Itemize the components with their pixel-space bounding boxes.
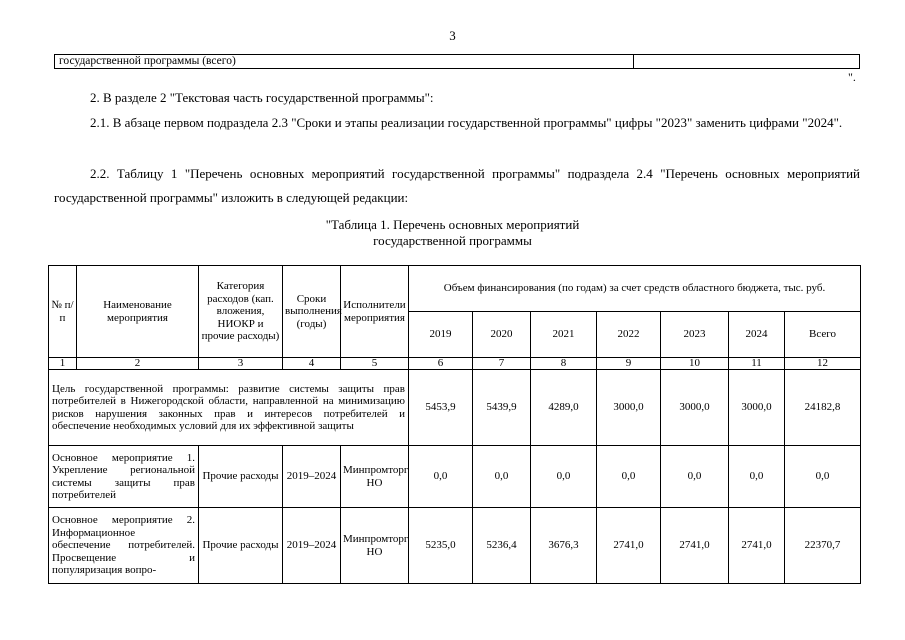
- header-year-2023: 2023: [661, 312, 729, 358]
- column-number: 6: [409, 358, 473, 370]
- table-row: [49, 446, 861, 508]
- header-name: Наименование мероприятия: [77, 266, 199, 358]
- measures-table: [48, 265, 861, 584]
- goal-value-2024: 3000,0: [729, 370, 785, 446]
- table-row: [49, 508, 861, 584]
- page-number: 3: [449, 28, 456, 43]
- table-caption-line1: "Таблица 1. Перечень основных мероприятий: [325, 217, 580, 232]
- header-executors: Исполнители мероприятия: [341, 266, 409, 358]
- header-funding: Объем финансирования (по годам) за счет средств областного бюджета, тыс. руб.: [409, 266, 861, 312]
- paragraph-2: [54, 111, 860, 135]
- measure-terms: 2019–2024: [283, 508, 341, 584]
- measure-value-total: 22370,7: [785, 508, 861, 584]
- measure-value-2020: 0,0: [473, 446, 531, 508]
- paragraph-1-text: 2. В разделе 2 "Текстовая часть государственной программы":: [90, 90, 434, 105]
- measure-executor: Минпромторг НО: [341, 508, 409, 584]
- prev-table-label: государственной программы (всего): [55, 55, 634, 69]
- measure-value-2019: 5235,0: [409, 508, 473, 584]
- column-number-row: [49, 358, 861, 370]
- header-total: Всего: [785, 312, 861, 358]
- measure-name: Основное мероприятие 2. Информационное обеспечение потребителей. Просвещение и популяризация вопро-: [49, 508, 199, 584]
- prev-table-value: [634, 55, 860, 69]
- goal-value-2020: 5439,9: [473, 370, 531, 446]
- table-caption-line2: государственной программы: [373, 233, 532, 248]
- column-number: 10: [661, 358, 729, 370]
- goal-value-2021: 4289,0: [531, 370, 597, 446]
- column-number: 2: [77, 358, 199, 370]
- paragraph-2-text: 2.1. В абзаце первом подраздела 2.3 "Сроки и этапы реализации государственной программы" цифры "2023" заменить цифрами "2024".: [90, 115, 843, 130]
- header-year-2024: 2024: [729, 312, 785, 358]
- column-number: 5: [341, 358, 409, 370]
- measure-executor: Минпромторг НО: [341, 446, 409, 508]
- header-terms: Сроки выполнения (годы): [283, 266, 341, 358]
- measure-value-2021: 0,0: [531, 446, 597, 508]
- column-number: 1: [49, 358, 77, 370]
- previous-table-tail: [54, 54, 860, 69]
- column-number: 3: [199, 358, 283, 370]
- goal-value-2022: 3000,0: [597, 370, 661, 446]
- column-number: 8: [531, 358, 597, 370]
- measure-value-2019: 0,0: [409, 446, 473, 508]
- measure-category: Прочие расходы: [199, 446, 283, 508]
- column-number: 12: [785, 358, 861, 370]
- measure-value-2022: 0,0: [597, 446, 661, 508]
- header-year-2019: 2019: [409, 312, 473, 358]
- table-caption: [0, 217, 905, 249]
- goal-value-2019: 5453,9: [409, 370, 473, 446]
- table-row: [55, 55, 860, 69]
- measure-value-2024: 2741,0: [729, 508, 785, 584]
- measure-value-2022: 2741,0: [597, 508, 661, 584]
- header-year-2020: 2020: [473, 312, 531, 358]
- header-year-2022: 2022: [597, 312, 661, 358]
- measure-category: Прочие расходы: [199, 508, 283, 584]
- column-number: 4: [283, 358, 341, 370]
- measure-name: Основное мероприятие 1. Укрепление региональной системы защиты прав потребителей: [49, 446, 199, 508]
- header-num: № п/п: [49, 266, 77, 358]
- paragraph-3: [54, 162, 860, 210]
- measure-value-total: 0,0: [785, 446, 861, 508]
- column-number: 9: [597, 358, 661, 370]
- column-number: 11: [729, 358, 785, 370]
- paragraph-1: [54, 88, 860, 108]
- column-number: 7: [473, 358, 531, 370]
- header-row: [49, 266, 861, 312]
- measure-value-2024: 0,0: [729, 446, 785, 508]
- measure-value-2023: 2741,0: [661, 508, 729, 584]
- header-year-2021: 2021: [531, 312, 597, 358]
- measure-value-2020: 5236,4: [473, 508, 531, 584]
- measure-terms: 2019–2024: [283, 446, 341, 508]
- measure-value-2021: 3676,3: [531, 508, 597, 584]
- header-category: Категория расходов (кап. вложения, НИОКР и прочие расходы): [199, 266, 283, 358]
- goal-text: Цель государственной программы: развитие системы защиты прав потребителей в Нижегородской области, направленной на минимизацию рисков нарушения законных прав и интересов потребителей и обеспечение необходимых условий для их эффективной защиты: [49, 370, 409, 446]
- goal-value-total: 24182,8: [785, 370, 861, 446]
- goal-value-2023: 3000,0: [661, 370, 729, 446]
- goal-row: [49, 370, 861, 446]
- closing-quote: ".: [848, 70, 856, 84]
- measure-value-2023: 0,0: [661, 446, 729, 508]
- paragraph-3-text: 2.2. Таблицу 1 "Перечень основных мероприятий государственной программы" подраздела 2.4 "Перечень основных мероприятий государственной программы" изложить в следующей редакции:: [54, 166, 860, 205]
